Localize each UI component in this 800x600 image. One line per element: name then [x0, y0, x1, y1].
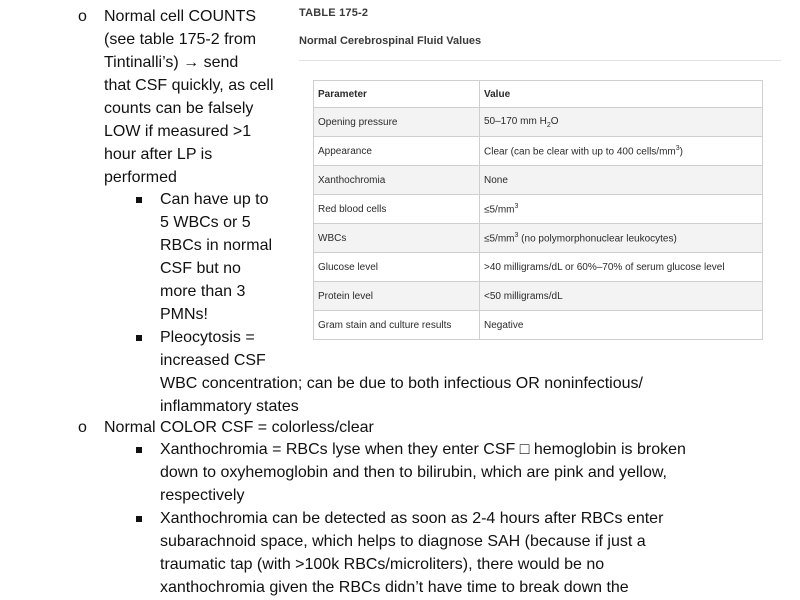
csf-values-table: [313, 80, 763, 340]
cell-parameter: Opening pressure: [314, 108, 480, 137]
square-bullet-icon: [136, 197, 142, 203]
sub4-line-1: Xanthochromia can be detected as soon as 2-4 hours after RBCs enter: [160, 510, 664, 527]
cell-value: <50 milligrams/dL: [480, 282, 763, 311]
sub1-line-2: 5 WBCs or 5: [160, 214, 251, 231]
cell-parameter: Red blood cells: [314, 195, 480, 224]
sub1-line-3: RBCs in normal: [160, 237, 273, 254]
cell-value: >40 milligrams/dL or 60%–70% of serum glucose level: [480, 253, 763, 282]
sub3-line-2: down to oxyhemoglobin and then to bilirubin, which are pink and yellow,: [160, 464, 667, 481]
cell-value: $\le 5/mm^3$ (no polymorphonuclear leukocytes): [480, 224, 763, 253]
cell-value: Clear (can be clear with up to 400 cells/$mm^3$): [480, 137, 763, 166]
table-label: TABLE 175-2: [299, 7, 369, 19]
square-bullet-icon: [136, 335, 142, 341]
cell-value: Negative: [480, 311, 763, 340]
item2-line-1: Normal COLOR CSF = colorless/clear: [104, 419, 374, 436]
table-row: [314, 253, 763, 282]
header-parameter: Parameter: [314, 81, 480, 108]
item1-line-4: that CSF quickly, as cell: [104, 77, 274, 94]
square-bullet-icon: [136, 447, 142, 453]
cell-parameter: Appearance: [314, 137, 480, 166]
cell-value: None: [480, 166, 763, 195]
caption-divider: [299, 60, 781, 61]
sub2-line-2: increased CSF: [160, 352, 266, 369]
item1-line-3: Tintinalli’s) → send: [104, 54, 239, 71]
table-row: [314, 311, 763, 340]
sub1-line-5: more than 3: [160, 283, 246, 300]
item1-line-5: counts can be falsely: [104, 100, 254, 117]
sub3-line-3: respectively: [160, 487, 245, 504]
sub1-line-1: Can have up to: [160, 191, 269, 208]
cell-parameter: WBCs: [314, 224, 480, 253]
cell-parameter: Glucose level: [314, 253, 480, 282]
sub1-line-4: CSF but no: [160, 260, 241, 277]
sub2-line-3: WBC concentration; can be due to both infectious OR noninfectious/: [160, 375, 643, 392]
table-header-row: [314, 81, 763, 108]
sub1-line-6: PMNs!: [160, 306, 208, 323]
item1-line-1: Normal cell COUNTS: [104, 8, 257, 25]
item1-line-7: hour after LP is: [104, 146, 213, 163]
table-row: [314, 195, 763, 224]
cell-parameter: Xanthochromia: [314, 166, 480, 195]
sub2-line-4: inflammatory states: [160, 398, 299, 415]
table-row: [314, 137, 763, 166]
square-bullet-icon: [136, 516, 142, 522]
sub2-line-1: Pleocytosis =: [160, 329, 255, 346]
item1-line-8: performed: [104, 169, 177, 186]
sub4-line-4: xanthochromia given the RBCs didn’t have time to break down the: [160, 579, 629, 596]
table-row: [314, 166, 763, 195]
header-value: Value: [480, 81, 763, 108]
table-row: [314, 282, 763, 311]
table-row: [314, 224, 763, 253]
table-row: [314, 108, 763, 137]
sub3-line-1: Xanthochromia = RBCs lyse when they enter CSF □ hemoglobin is broken: [160, 441, 686, 458]
table-caption: Normal Cerebrospinal Fluid Values: [299, 35, 482, 47]
sub4-line-2: subarachnoid space, which helps to diagnose SAH (because if just a: [160, 533, 646, 550]
item1-line-2: (see table 175-2 from: [104, 31, 257, 48]
sub4-line-3: traumatic tap (with >100k RBCs/microliters), there would be no: [160, 556, 605, 573]
cell-parameter: Gram stain and culture results: [314, 311, 480, 340]
outline-marker-1: o: [78, 8, 87, 25]
cell-value: 50–170 mm $H_2O$: [480, 108, 763, 137]
cell-value: $\le 5/mm^3$: [480, 195, 763, 224]
cell-parameter: Protein level: [314, 282, 480, 311]
item1-line-6: LOW if measured >1: [104, 123, 252, 140]
outline-marker-2: o: [78, 419, 87, 436]
